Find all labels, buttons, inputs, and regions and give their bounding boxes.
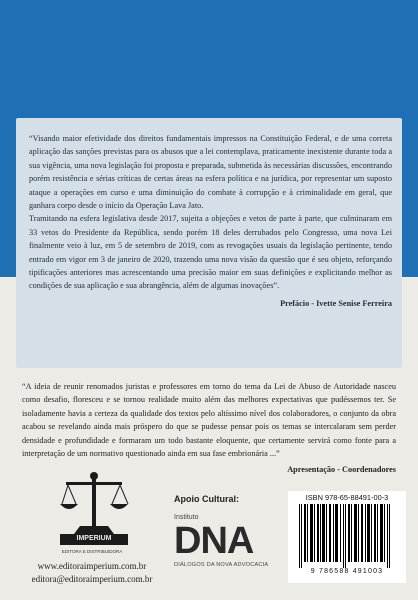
dna-subtitle: DIÁLOGOS DA NOVA ADVOCACIA xyxy=(174,562,269,568)
dna-logo: DNA xyxy=(174,520,254,562)
barcode-block xyxy=(288,491,406,583)
publisher-block xyxy=(18,470,166,595)
isbn-label: ISBN 978-65-88491-00-3 xyxy=(305,493,389,502)
support-label-wrap xyxy=(174,494,239,504)
preface-paragraph-1: “Visando maior efetividade dos direitos fundamentais impressos na Constituição Federal, e de uma correta aplicação das sanções previstas para os abusos que a lei contemplava, praticamente inexistente durante toda a sua vigência, uma nova legislação foi proposta e preparada, submetida às necessárias discussões, encontrando porém resistência e sérias críticas de certas áreas na esfera política e na jurídica, por representar um suposto ataque a operações em curso e uma diminuição do combate à corrupção e à criminalidade em geral, que ganhara corpo desde o início da Operação Lava Jato. xyxy=(29,134,392,211)
publisher-tagline: EDITORA E DISTRIBUIDORA xyxy=(61,549,123,554)
presentation-paragraph: “A ideia de reunir renomados juristas e professores em torno do tema da Lei de Abuso de Autoridade nasceu como desafio, floresceu e se tornou realidade muito além das melhores expectativas que pudéssemos ter. Se isoladamente havia a certeza da qualidade dos textos pelo altíssimo nível dos colaboradores, o conjunto da obra acabou se revelando ainda mais próspero do que se pudesse pensar pois os temas se intercalaram sem perder densidade e profundidade e formaram um todo bastante eloquente, que certamente servirá como fonte para a interpretação de um normativo questionado ainda em sua fase embrionária ...” xyxy=(22,382,396,459)
publisher-name: IMPERIUM xyxy=(76,535,112,542)
publisher-email[interactable]: editora@editoraimperium.com.br xyxy=(31,574,153,584)
preface-attribution: Prefácio - Ivette Senise Ferreira xyxy=(280,298,392,308)
preface-paragraph-2: Tramitando na esfera legislativa desde 2017, sujeita a objeções e vetos de parte à parte, que culminaram em 33 vetos do Presidente da República, sendo porém 18 deles derrubados pelo Congresso, uma nova Lei finalmente veio à luz, em 5 de setembro de 2019, com as revogações usuais da legislação pertinente, tendo entrado em vigor em 3 de janeiro de 2020, trazendo uma nova visão da questão que é seu objeto, reforçando tipificações anteriores mas acrescentando uma precisão maior em suas definições e explicitando melhor as condições de sua aplicação e sua abrangência, além de algumas inovações”. xyxy=(29,214,392,291)
publisher-website[interactable]: www.editoraimperium.com.br xyxy=(37,561,147,571)
barcode-digits: 9 786588 491003 xyxy=(310,568,384,575)
barcode-icon xyxy=(295,504,399,568)
preface-box xyxy=(16,118,402,368)
presentation-section xyxy=(16,380,402,474)
instituto-label: Instituto xyxy=(174,514,199,521)
support-label: Apoio Cultural: xyxy=(174,494,239,504)
presentation-attribution: Apresentação - Coordenadores xyxy=(287,465,396,475)
